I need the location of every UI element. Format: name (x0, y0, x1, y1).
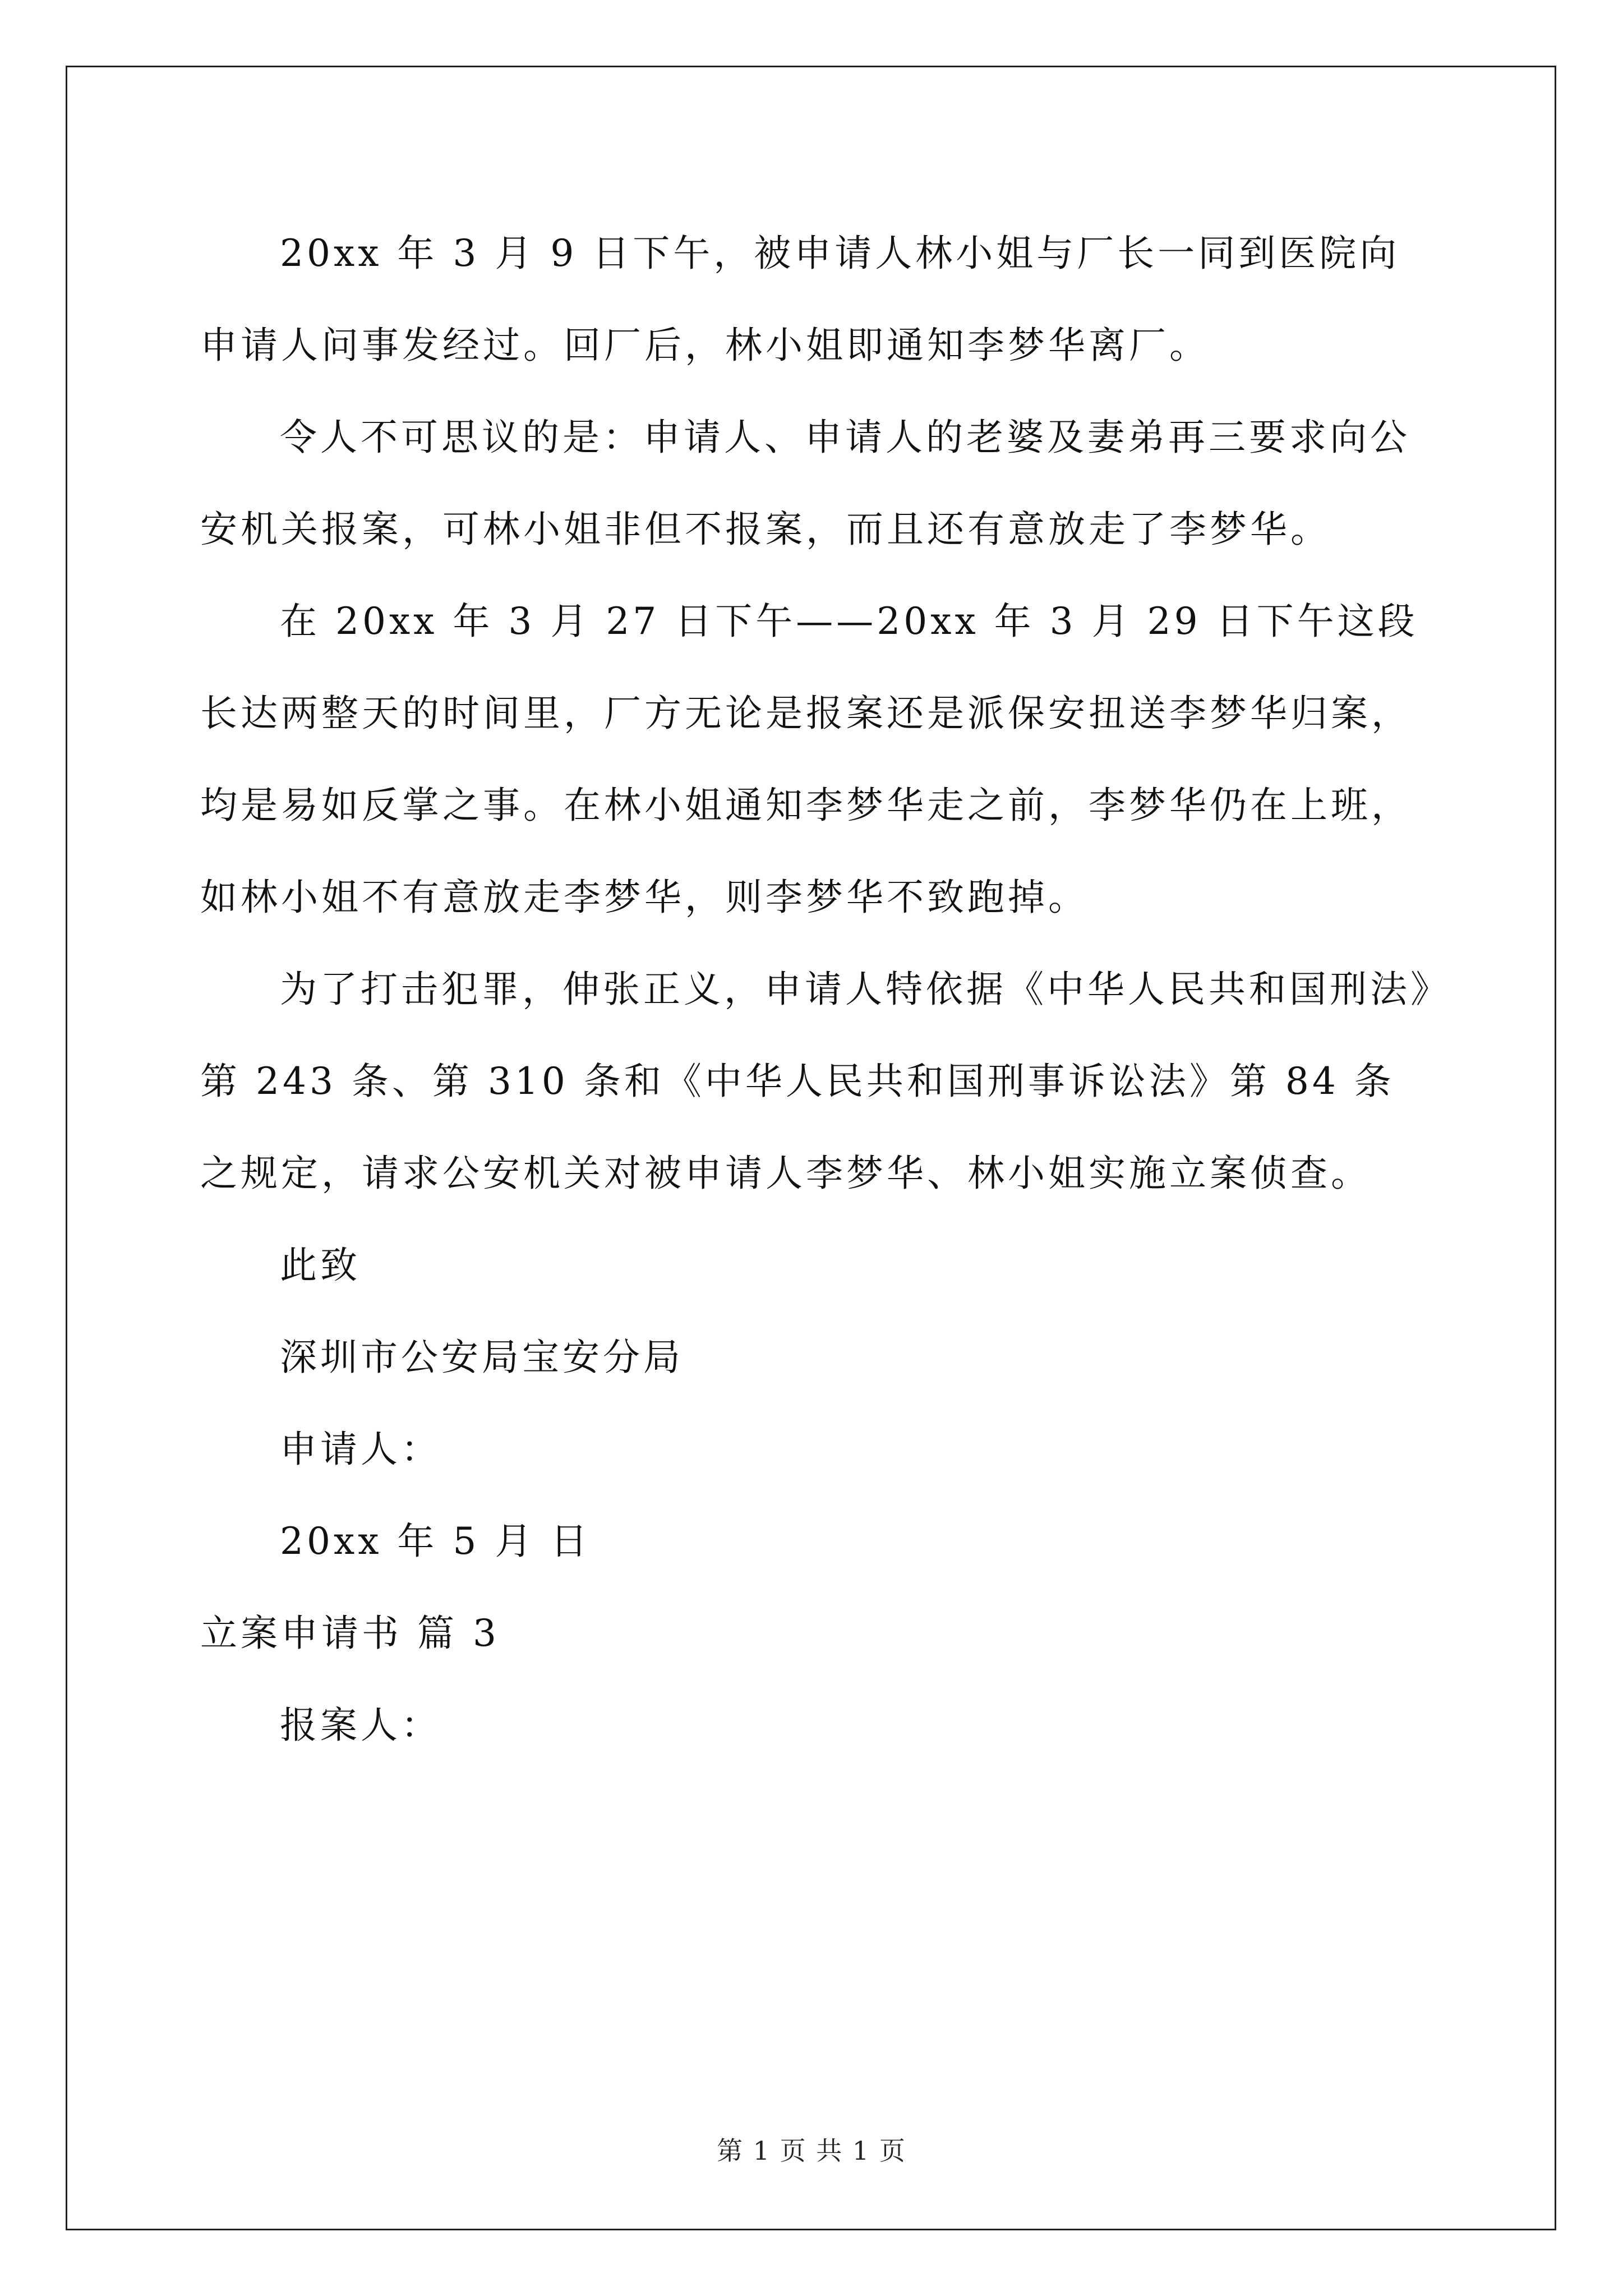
document-body (200, 208, 1434, 1772)
paragraph-timeline: 在 20xx 年 3 月 27 日下午——20xx 年 3 月 29 日下午这段长达两整天的时间里，厂方无论是报案还是派保安扭送李梦华归案，均是易如反掌之事。在林小姐通知李梦华走之前，李梦华仍在上班，如林小姐不有意放走李梦华，则李梦华不致跑掉。 (200, 600, 1418, 919)
page-footer: 第 1 页 共 1 页 (717, 2136, 906, 2166)
applicant-signature: 申请人： (280, 1428, 441, 1471)
paragraph-legal-basis: 为了打击犯罪，伸张正义，申请人特依据《中华人民共和国刑法》第 243 条、第 310 条和《中华人民共和国刑事诉讼法》第 84 条之规定，请求公安机关对被申请人李梦华、林小姐实施立案侦查。 (200, 968, 1432, 1195)
recipient: 深圳市公安局宝安分局 (280, 1336, 684, 1379)
paragraph-hospital-visit: 20xx 年 3 月 9 日下午，被申请人林小姐与厂长一同到医院向申请人问事发经过。回厂后，林小姐即通知李梦华离厂。 (200, 232, 1400, 367)
date-line: 20xx 年 5 月 日 (280, 1520, 591, 1563)
paragraph-refusal-to-report: 令人不可思议的是：申请人、申请人的老婆及妻弟再三要求向公安机关报案，可林小姐非但不报案，而且还有意放走了李梦华。 (200, 416, 1410, 551)
section-heading: 立案申请书 篇 3 (200, 1612, 500, 1655)
reporter-label: 报案人： (280, 1704, 441, 1747)
salutation: 此致 (280, 1244, 361, 1287)
